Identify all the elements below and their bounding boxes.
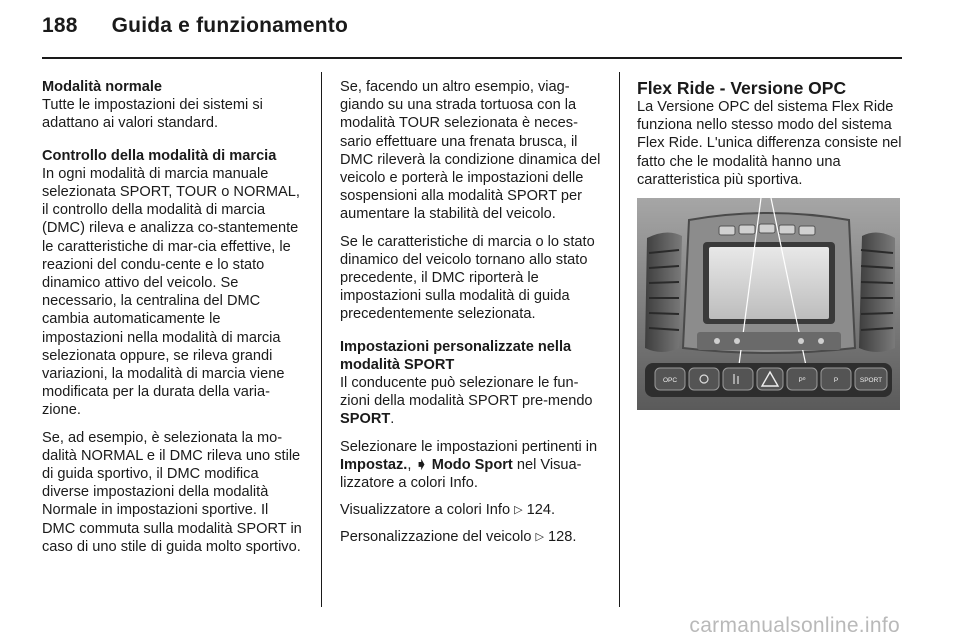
- column-1: [42, 78, 304, 565]
- paragraph: La Versione OPC del sistema Flex Ride funziona nello stesso modo del sistema Flex Ride. L'unica differenza consiste nel fatto che le modalità hanno una caratteristica più sportiva.: [637, 99, 902, 188]
- paragraph: Se, ad esempio, è selezionata la mo-dalità NORMAL e il DMC rileva uno stile di guida sportivo, il DMC modifica diverse impostazioni della modalità Normale in impostazioni sportive. Il DMC commuta sulla modalità SPORT in caso di uno stile di guida molto sportivo.: [42, 429, 302, 555]
- heading-sport-settings: Impostazioni personalizzate nella modalità SPORT: [340, 338, 572, 373]
- heading-flex-ride-opc: Flex Ride - Versione OPC: [637, 78, 847, 98]
- opc-button-label: OPC: [662, 377, 678, 384]
- cross-reference: Visualizzatore a colori Info ▷ 124.: [340, 502, 556, 519]
- page-reference-icon: ▷: [535, 531, 544, 544]
- dashboard-illustration: [637, 198, 900, 410]
- heading-normal-mode: Modalità normale: [42, 79, 163, 95]
- page-header: [42, 14, 348, 38]
- column-divider-1: [321, 72, 322, 607]
- heading-drive-mode-control: Controllo della modalità di marcia: [42, 147, 277, 164]
- paragraph: Se, facendo un altro esempio, viag-giando su una strada tortuosa con la modalità TOUR selezionata è neces-sario effettuare una frenata brusca, il DMC rileverà la condizione dinamica del veicolo e porterà le impostazioni delle sospensioni alla modalità SPORT per aumentare la stabilità del veicolo.: [340, 79, 601, 223]
- button-label: P: [833, 377, 839, 384]
- watermark: carmanualsonline.info: [689, 614, 900, 637]
- paragraph: Tutte le impostazioni dei sistemi si adattano ai valori standard.: [42, 97, 263, 132]
- column-3: [637, 78, 905, 198]
- column-2: Se, facendo un altro esempio, viag-giando su una strada tortuosa con la modalità TOUR selezionata è neces-sario effettuare una frenata brusca, il DMC rileverà la condizione dinamica del veicolo e porterà le impostazioni delle sospensioni alla modalità SPORT per aumentare la stabilità del veicolo. Se le caratteristiche di marcia o lo stato dinamico del veicolo tornano allo stato precedente, il DMC riporterà le impostazioni sulla modalità di guida precedentemente selezionata. Impostazioni personalizzate nella modalità SPORT Il conducente può selezionare le fun-zioni della modalità SPORT pre-mendo SPORT. Selezionare le impostazioni pertinenti in Impostaz., ➧ Modo Sport nel Visua-lizzatore a colori Info. Visualizzatore a colori Info ▷ 124. Personalizzazione del veicolo ▷ 128.: [340, 79, 601, 546]
- page-reference-icon: ▷: [514, 504, 523, 517]
- page-number: 188: [42, 14, 78, 37]
- page-title: Guida e funzionamento: [111, 14, 349, 37]
- dashboard-photo: [637, 198, 900, 410]
- cross-reference: Personalizzazione del veicolo ▷ 128.: [340, 529, 577, 546]
- sport-button-label: SPORT: [859, 377, 883, 384]
- arrow-right-icon: ➧: [415, 456, 428, 473]
- paragraph: Se le caratteristiche di marcia o lo stato dinamico del veicolo tornano allo stato precedente, il DMC riporterà le impostazioni sulla modalità di guida precedentemente selezionata.: [340, 233, 595, 323]
- paragraph: In ogni modalità di marcia manuale selezionata SPORT, TOUR o NORMAL, il controllo della modalità di marcia (DMC) rileva e analizza co-stantemente le caratteristiche di mar-cia effettive, le reazioni del condu-cente e lo stato dinamico attivo del veicolo. Se necessario, la centralina del DMC cambia automaticamente le impostazioni nella modalità di marcia selezionata oppure, se rileva grandi variazioni, la modalità di marcia viene modificata per la durata della varia-zione.: [42, 165, 300, 419]
- button-label: P⁰: [798, 377, 806, 384]
- header-rule: [42, 57, 902, 59]
- column-divider-2: [619, 72, 620, 607]
